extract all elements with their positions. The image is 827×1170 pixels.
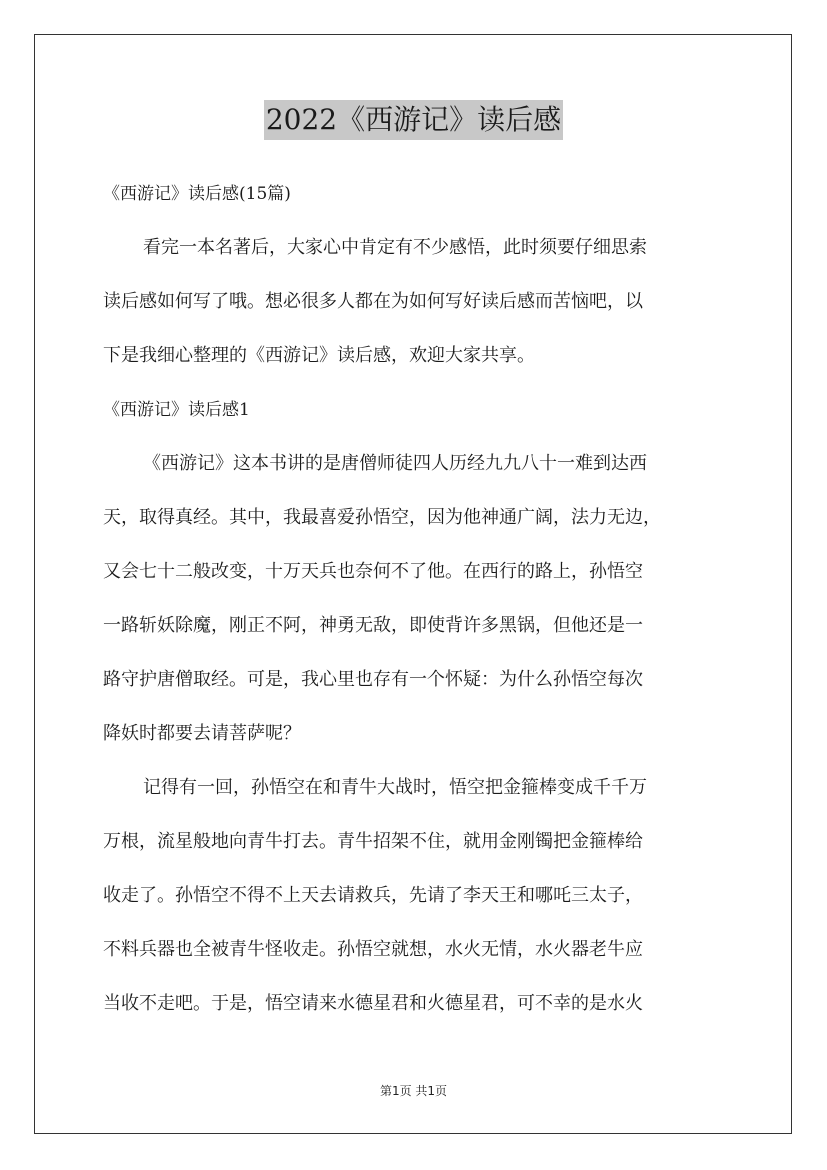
page-number: 第1页 共1页 (379, 1084, 448, 1098)
document-body (103, 176, 743, 1022)
spacer (103, 212, 743, 230)
spacer (103, 266, 743, 284)
paragraph-line: 当收不走吧。于是，悟空请来水德星君和火德星君，可不幸的是水火 (103, 993, 643, 1014)
spacer (103, 968, 743, 986)
paragraph-line: 降妖时都要去请菩萨呢？ (103, 723, 301, 744)
paragraph-line: 天，取得真经。其中，我最喜爱孙悟空，因为他神通广阔，法力无边， (103, 507, 661, 528)
paragraph-line: 万根，流星般地向青牛打去。青牛招架不住，就用金刚镯把金箍棒给 (103, 831, 643, 852)
spacer (103, 374, 743, 392)
page-footer (0, 1082, 827, 1099)
document-title: 2022《西游记》读后感 (264, 100, 563, 140)
intro-line: 下是我细心整理的《西游记》读后感，欢迎大家共享。 (103, 345, 535, 366)
spacer (103, 320, 743, 338)
paragraph-line: 记得有一回，孙悟空在和青牛大战时，悟空把金箍棒变成千千万 (143, 777, 647, 798)
spacer (103, 536, 743, 554)
spacer (103, 914, 743, 932)
spacer (103, 482, 743, 500)
title-container (0, 100, 827, 140)
section-heading: 《西游记》读后感1 (103, 400, 250, 420)
paragraph-line: 路守护唐僧取经。可是，我心里也存有一个怀疑：为什么孙悟空每次 (103, 669, 643, 690)
paragraph-line: 收走了。孙悟空不得不上天去请救兵，先请了李天王和哪吒三太子， (103, 885, 643, 906)
spacer (103, 644, 743, 662)
paragraph-line: 不料兵器也全被青牛怪收走。孙悟空就想，水火无情，水火器老牛应 (103, 939, 643, 960)
spacer (103, 428, 743, 446)
intro-line: 读后感如何写了哦。想必很多人都在为如何写好读后感而苦恼吧，以 (103, 291, 643, 312)
paragraph-line: 《西游记》这本书讲的是唐僧师徒四人历经九九八十一难到达西 (143, 453, 647, 474)
spacer (103, 590, 743, 608)
spacer (103, 806, 743, 824)
paragraph-line: 又会七十二般改变，十万天兵也奈何不了他。在西行的路上，孙悟空 (103, 561, 643, 582)
spacer (103, 752, 743, 770)
document-subtitle: 《西游记》读后感(15篇) (103, 184, 291, 204)
intro-line: 看完一本名著后，大家心中肯定有不少感悟，此时须要仔细思索 (143, 237, 647, 258)
paragraph-line: 一路斩妖除魔，刚正不阿，神勇无敌，即使背许多黑锅，但他还是一 (103, 615, 643, 636)
spacer (103, 698, 743, 716)
spacer (103, 860, 743, 878)
